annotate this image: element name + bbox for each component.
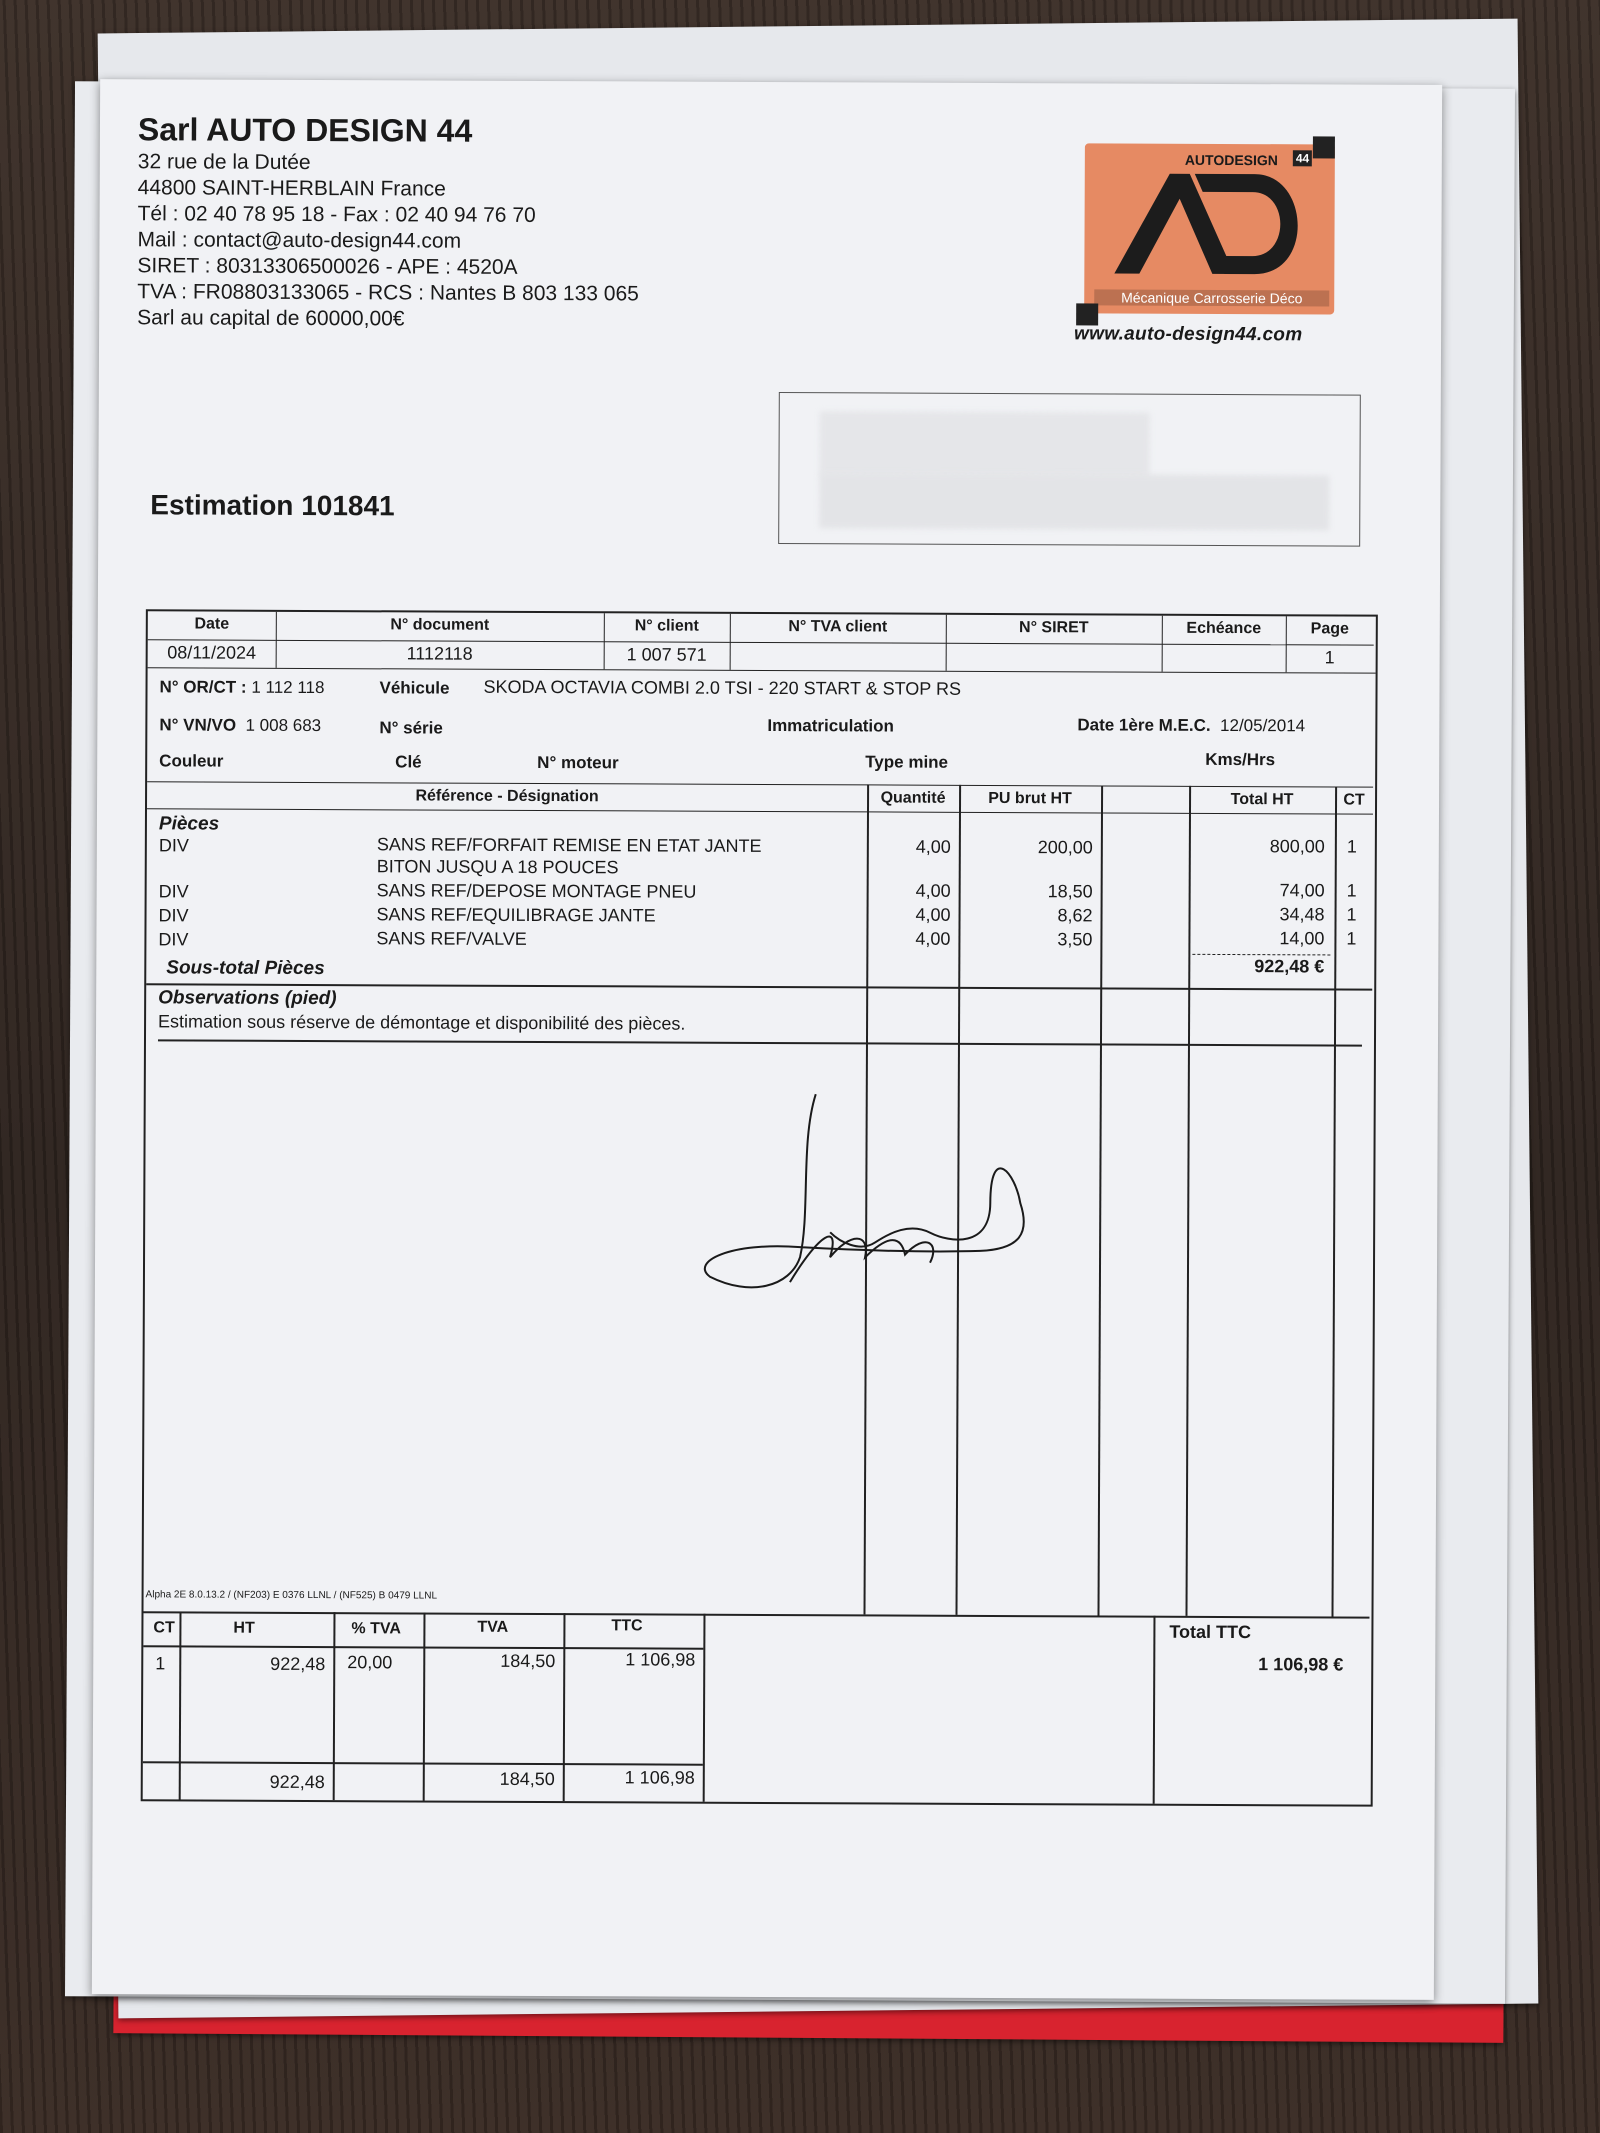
header-page: Page 1 (1286, 616, 1374, 672)
totals-block (143, 1589, 1372, 1804)
logo-brand: AUTODESIGN (1184, 151, 1278, 169)
type-mine-label: Type mine (865, 752, 949, 772)
column-pu: PU brut HT (959, 785, 1101, 814)
mec-field: Date 1ère M.E.C. 12/05/2014 (1077, 715, 1306, 736)
total-ttc-label: Total TTC (1169, 1621, 1252, 1643)
header-date: Date 08/11/2024 (148, 611, 277, 668)
company-website: www.auto-design44.com (1074, 323, 1303, 346)
tax-sum-ht: 922,48 (269, 1771, 325, 1793)
tax-sum-ttc: 1 106,98 (624, 1767, 695, 1788)
estimate-document (92, 79, 1442, 2000)
tax-tva: 184,50 (500, 1650, 556, 1672)
company-siret: SIRET : 80313306500026 - APE : 4520A (137, 254, 518, 279)
logo-tagline: Mécanique Carrosserie Déco (1094, 289, 1329, 306)
company-block (137, 109, 640, 333)
company-address-line: 32 rue de la Dutée (137, 150, 311, 175)
header-siret: N° SIRET (946, 615, 1163, 672)
logo-box (1084, 143, 1335, 314)
logo-corner-decoration (1076, 303, 1098, 325)
redacted-address (819, 473, 1329, 530)
total-ttc-value: 1 106,98 € (1258, 1654, 1344, 1675)
company-logo (1074, 143, 1340, 346)
cle-label: Clé (395, 752, 422, 772)
kms-label: Kms/Hrs (1205, 749, 1276, 770)
column-total: Total HT (1189, 786, 1335, 815)
column-reference: Référence - Désignation (147, 781, 867, 812)
company-name: Sarl AUTO DESIGN 44 (137, 111, 473, 149)
handwritten-signature (690, 1082, 1051, 1324)
tax-head-ttc: TTC (611, 1617, 643, 1635)
or-ct-field: N° OR/CT : 1 112 118 (159, 677, 325, 698)
logo-badge: 44 (1293, 150, 1312, 166)
vehicle-label: Véhicule (379, 678, 450, 698)
row-divider (158, 1039, 1362, 1046)
column-divider (1331, 786, 1336, 1616)
tax-head-tva: TVA (477, 1618, 509, 1636)
tax-ttc: 1 106,98 (625, 1649, 696, 1670)
line-item: DIV SANS REF/EQUILIBRAGE JANTE 4,00 8,62 34,48 1 (158, 904, 1357, 926)
company-address-line: 44800 SAINT-HERBLAIN France (137, 176, 446, 201)
company-tva: TVA : FR08803133065 - RCS : Nantes B 803 133 065 (137, 280, 639, 306)
company-mail: Mail : contact@auto-design44.com (137, 228, 462, 253)
line-item: DIV SANS REF/FORFAIT REMISE EN ETAT JANTE BITON JUSQU A 18 POUCES 4,00 200,00 800,00 1 (158, 834, 1357, 878)
moteur-label: N° moteur (537, 752, 619, 773)
couleur-label: Couleur (159, 751, 224, 771)
company-phone: Tél : 02 40 78 95 18 - Fax : 02 40 94 76 70 (137, 202, 536, 227)
redacted-address (819, 411, 1149, 477)
software-line: Alpha 2E 8.0.13.2 / (NF203) E 0376 LLNL / (NF525) B 0479 LLNL (145, 1589, 438, 1602)
tax-head-ht: HT (233, 1619, 255, 1637)
subtotal-label: Sous-total Pièces (166, 957, 325, 980)
company-capital: Sarl au capital de 60000,00€ (137, 306, 405, 331)
header-tva-client: N° TVA client (730, 614, 947, 671)
tax-head-ct: CT (153, 1619, 175, 1637)
tax-ht: 922,48 (270, 1653, 326, 1675)
vehicle-value: SKODA OCTAVIA COMBI 2.0 TSI - 220 START & STOP RS (483, 676, 962, 699)
observations-text: Estimation sous réserve de démontage et disponibilité des pièces. (158, 1011, 686, 1034)
subtotal-value: 922,48 € (1254, 956, 1325, 977)
line-item: DIV SANS REF/VALVE 4,00 3,50 14,00 1 (158, 928, 1357, 950)
line-item: DIV SANS REF/DEPOSE MONTAGE PNEU 4,00 18,50 74,00 1 (158, 880, 1357, 902)
header-echeance: Echéance (1162, 616, 1287, 673)
header-client: N° client 1 007 571 (604, 613, 731, 670)
logo-corner-decoration (1313, 136, 1335, 158)
observations-label: Observations (pied) (158, 987, 337, 1010)
client-address-box (778, 392, 1361, 547)
header-document: N° document 1112118 (276, 612, 605, 669)
tax-sum-tva: 184,50 (499, 1768, 555, 1790)
immatriculation-label: Immatriculation (767, 715, 895, 736)
section-pieces: Pièces (158, 813, 220, 835)
column-divider (1097, 785, 1102, 1615)
column-blank (1101, 785, 1189, 813)
tax-head-pct: % TVA (351, 1620, 401, 1638)
tax-ct: 1 (155, 1653, 166, 1674)
column-ct: CT (1335, 786, 1373, 814)
column-quantity: Quantité (867, 784, 959, 812)
serie-label: N° série (379, 718, 443, 738)
document-title: Estimation 101841 (150, 489, 395, 522)
tax-pct: 20,00 (347, 1652, 393, 1673)
vn-vo-field: N° VN/VO 1 008 683 (159, 715, 322, 736)
